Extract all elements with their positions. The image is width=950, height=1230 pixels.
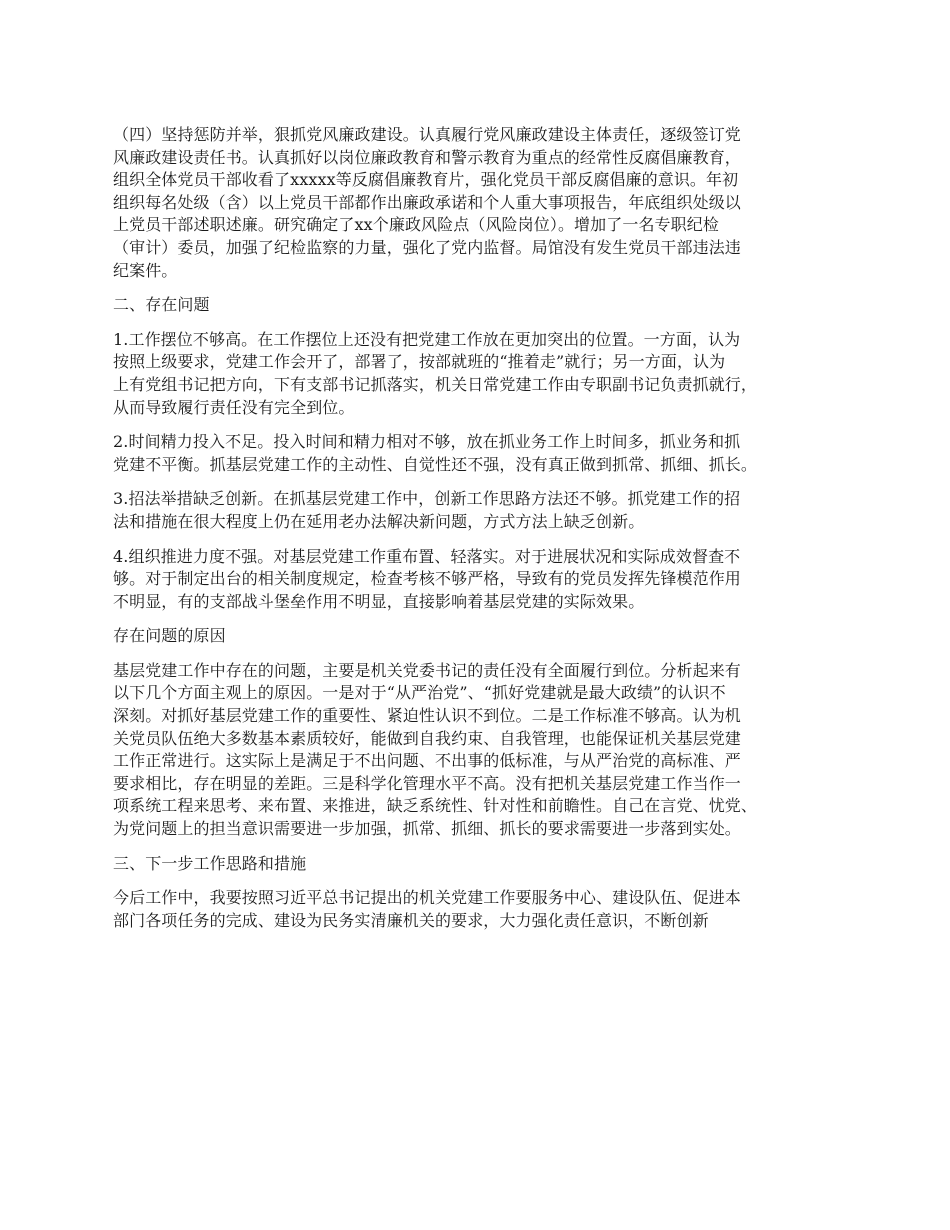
paragraph-problem-1: 1.工作摆位不够高。在工作摆位上还没有把党建工作放在更加突出的位置。一方面，认为 按照上级要求，党建工作会开了，部署了，按部就班的“推着走”就行；另一方面，认为 上有党组书记把方向，下有支部书记抓落实，机关日常党建工作由专职副书记负责抓就行， 从而导致履行责任没有完全到位。: [113, 329, 758, 417]
section-heading-next-steps: 三、下一步工作思路和措施: [113, 853, 307, 873]
document-body: [113, 124, 858, 944]
paragraph-problem-4: 4.组织推进力度不强。对基层党建工作重布置、轻落实。对于进展状况和实际成效督查不 够。对于制定出台的相关制度规定，检查考核不够严格，导致有的党员发挥先锋模范作用 不明显，有的支部战斗堡垒作用不明显，直接影响着基层党建的实际效果。: [113, 546, 741, 611]
paragraph-anti-corruption: （四）坚持惩防并举，狠抓党风廉政建设。认真履行党风廉政建设主体责任，逐级签订党 风廉政建设责任书。认真抓好以岗位廉政教育和警示教育为重点的经常性反腐倡廉教育， 组织全体党员干部收看了xxxxx等反腐倡廉教育片，强化党员干部反腐倡廉的意识。年初 组织每名处级（含）以上党员干部都作出廉政承诺和个人重大事项报告，年底组织处级以 上党员干部述职述廉。研究确定了xx个廉政风险点（风险岗位）。增加了一名专职纪检 （审计）委员，加强了纪检监察的力量，强化了党内监督。局馆没有发生党员干部违法违 纪案件。: [113, 125, 741, 280]
paragraph-problem-3: 3.招法举措缺乏创新。在抓基层党建工作中，创新工作思路方法还不够。抓党建工作的招 法和措施在很大程度上仍在延用老办法解决新问题，方式方法上缺乏创新。: [113, 489, 741, 531]
section-heading-problems: 二、存在问题: [113, 295, 210, 315]
paragraph-problem-2: 2.时间精力投入不足。投入时间和精力相对不够，放在抓业务工作上时间多，抓业务和抓 党建不平衡。抓基层党建工作的主动性、自觉性还不强，没有真正做到抓常、抓细、抓长。: [113, 432, 758, 474]
section-heading-causes: 存在问题的原因: [113, 626, 226, 646]
paragraph-next-steps: 今后工作中，我要按照习近平总书记提出的机关党建工作要服务中心、建设队伍、促进本 部门各项任务的完成、建设为民务实清廉机关的要求，大力强化责任意识，不断创新: [113, 888, 741, 930]
paragraph-causes: 基层党建工作中存在的问题，主要是机关党委书记的责任没有全面履行到位。分析起来有 以下几个方面主观上的原因。一是对于“从严治党”、“抓好党建就是最大政绩”的认识不 深刻。对抓好基层党建工作的重要性、紧迫性认识不到位。二是工作标准不够高。认为机 关党员队伍绝大多数基本素质较好，能做到自我约束、自我管理，也能保证机关基层党建 工作正常进行。这实际上是满足于不出问题、不出事的低标准，与从严治党的高标准、严 要求相比，存在明显的差距。三是科学化管理水平不高。没有把机关基层党建工作当作一 项系统工程来思考、来布置、来推进，缺乏系统性、针对性和前瞻性。自己在言党、忧党、 为党问题上的担当意识需要进一步加强，抓常、抓细、抓长的要求需要进一步落到实处。: [113, 660, 758, 839]
